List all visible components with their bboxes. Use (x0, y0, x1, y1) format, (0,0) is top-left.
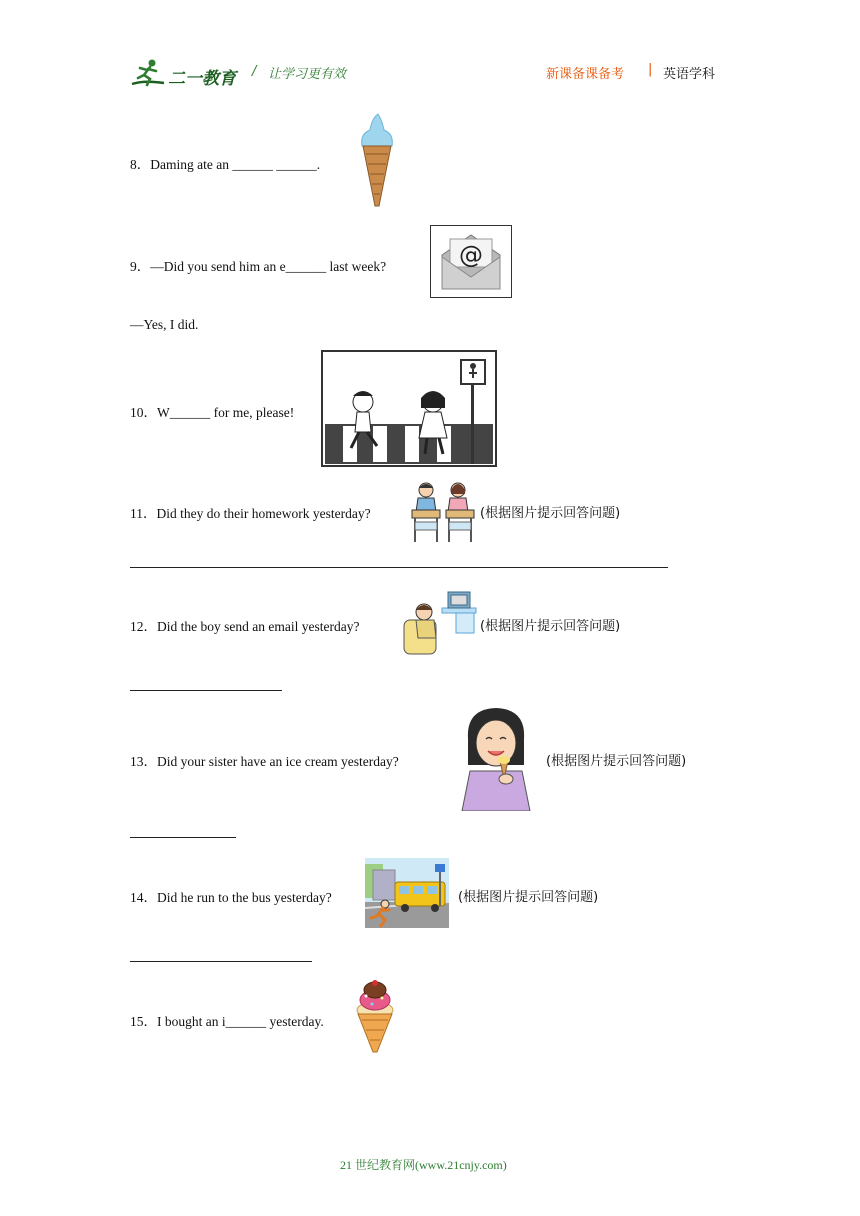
logo-text: 二一教育 (168, 69, 236, 89)
footer-text[interactable]: 21 世纪教育网(www.21cnjy.com) (340, 1158, 507, 1172)
question-11-hint: (根据图片提示回答问题) (480, 506, 621, 521)
girl-eating-ice-cream-illustration (458, 705, 534, 811)
answer-line-11[interactable] (130, 567, 668, 568)
boy-running-to-bus-illustration (365, 858, 449, 928)
question-8: 8．Daming ate an ______ ______. (130, 157, 321, 172)
question-9: 9．—Did you send him an e______ last week? (130, 259, 387, 274)
question-13: 13．Did your sister have an ice cream yesterday? (130, 754, 399, 769)
header-slash: / (252, 64, 257, 79)
answer-line-14[interactable] (130, 961, 312, 962)
logo-runner-icon (130, 58, 166, 88)
header (0, 0, 860, 100)
question-15: 15．I bought an i______ yesterday. (130, 1014, 324, 1029)
header-course-label: 新课备课备考 (546, 67, 625, 82)
question-9-reply: —Yes, I did. (130, 317, 199, 332)
boy-at-computer-illustration (398, 590, 480, 658)
question-13-hint: (根据图片提示回答问题) (546, 754, 687, 769)
ice-cream-cone-icon (356, 112, 398, 208)
question-12-hint: (根据图片提示回答问题) (480, 619, 621, 634)
svg-text:@: @ (459, 241, 483, 269)
question-14: 14．Did he run to the bus yesterday? (130, 890, 332, 905)
question-11: 11．Did they do their homework yesterday? (130, 506, 371, 521)
email-envelope-icon (430, 225, 512, 298)
header-slogan: 让学习更有效 (268, 67, 347, 82)
header-subject: 英语学科 (663, 67, 716, 82)
question-10: 10．W______ for me, please! (130, 405, 295, 420)
students-doing-homework-illustration (410, 478, 478, 544)
answer-line-12[interactable] (130, 690, 282, 691)
question-14-hint: (根据图片提示回答问题) (458, 890, 599, 905)
header-separator: | (648, 62, 653, 77)
sundae-cone-icon (354, 980, 396, 1054)
question-12: 12．Did the boy send an email yesterday? (130, 619, 360, 634)
children-crossing-road-illustration (321, 350, 497, 467)
answer-line-13[interactable] (130, 837, 236, 838)
